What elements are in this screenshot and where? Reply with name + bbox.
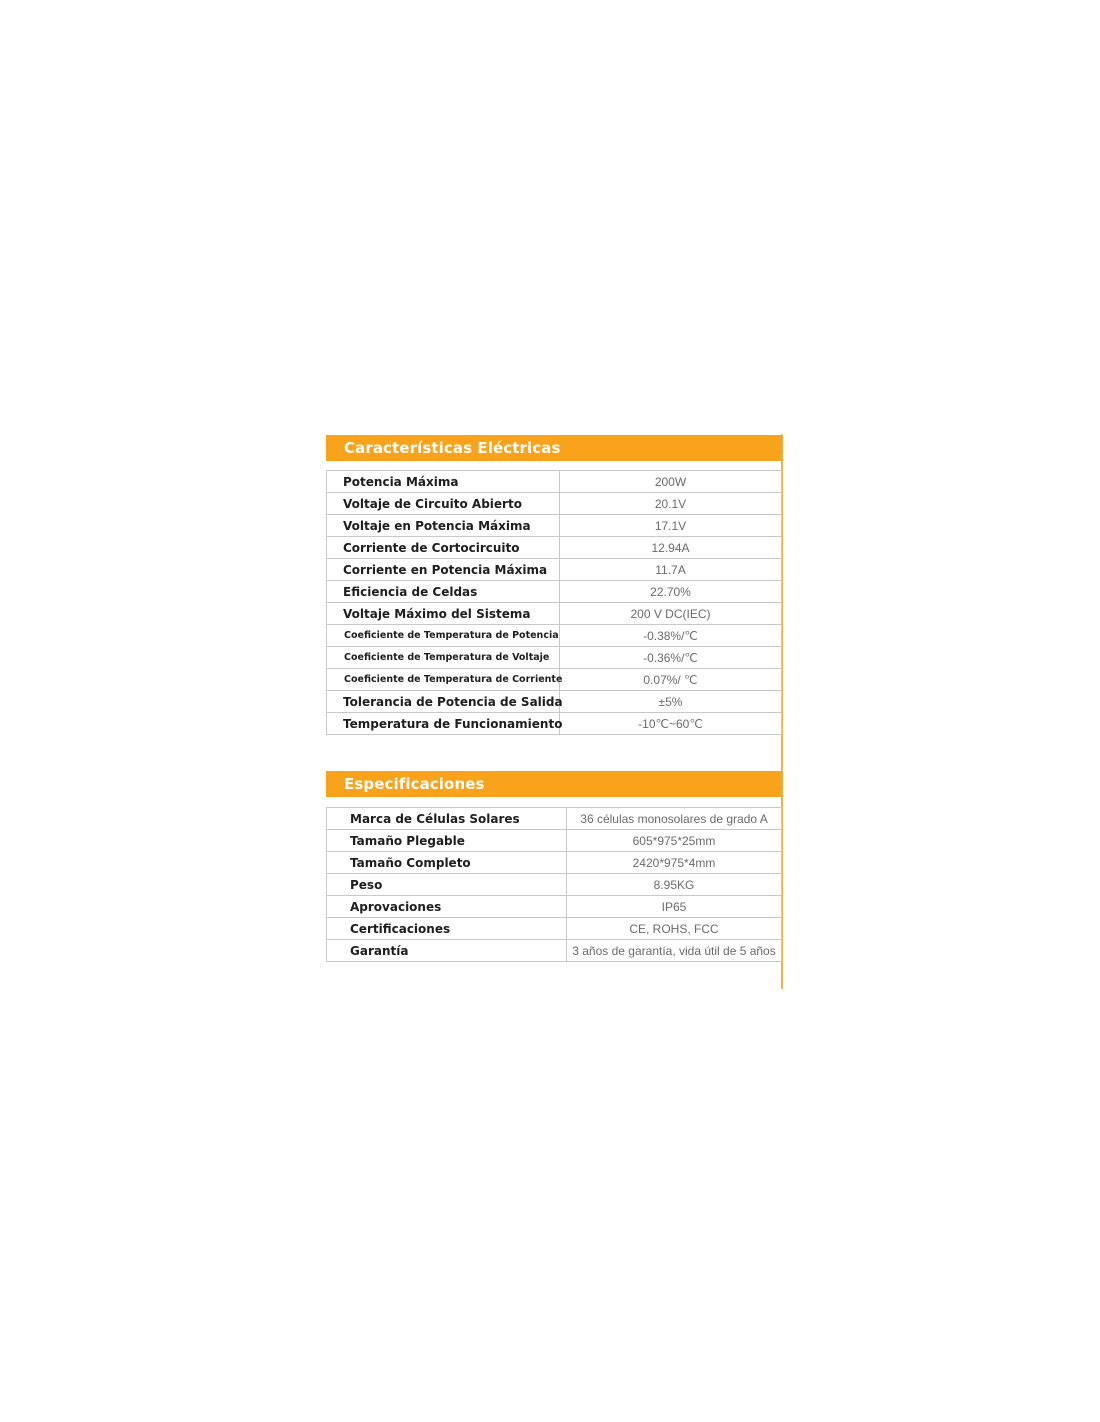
row-label: Voltaje Máximo del Sistema xyxy=(327,603,560,625)
row-label: Coeficiente de Temperatura de Potencia xyxy=(327,625,560,647)
table-row xyxy=(327,647,782,669)
electrical-section xyxy=(326,435,782,735)
row-label: Coeficiente de Temperatura de Voltaje xyxy=(327,647,560,669)
table-row xyxy=(327,581,782,603)
row-value: 11.7A xyxy=(560,559,782,581)
row-label: Coeficiente de Temperatura de Corriente xyxy=(327,669,560,691)
specs-title: Especificaciones xyxy=(326,771,782,797)
row-value: 22.70% xyxy=(560,581,782,603)
row-label: Voltaje de Circuito Abierto xyxy=(327,493,560,515)
table-row xyxy=(327,874,782,896)
specs-section xyxy=(326,771,782,962)
row-value: 12.94A xyxy=(560,537,782,559)
table-row xyxy=(327,940,782,962)
row-label: Potencia Máxima xyxy=(327,471,560,493)
table-row xyxy=(327,537,782,559)
table-row xyxy=(327,515,782,537)
electrical-title: Características Eléctricas xyxy=(326,435,782,461)
row-value: 17.1V xyxy=(560,515,782,537)
table-row xyxy=(327,559,782,581)
row-label: Temperatura de Funcionamiento xyxy=(327,713,560,735)
table-row xyxy=(327,691,782,713)
table-row xyxy=(327,852,782,874)
row-value: 200W xyxy=(560,471,782,493)
row-label: Eficiencia de Celdas xyxy=(327,581,560,603)
row-label: Tolerancia de Potencia de Salida xyxy=(327,691,560,713)
row-label: Peso xyxy=(327,874,567,896)
table-row xyxy=(327,896,782,918)
row-value: -10℃~60℃ xyxy=(560,713,782,735)
row-value: IP65 xyxy=(567,896,782,918)
table-row xyxy=(327,493,782,515)
table-row xyxy=(327,713,782,735)
row-value: 8.95KG xyxy=(567,874,782,896)
row-label: Garantía xyxy=(327,940,567,962)
row-label: Aprovaciones xyxy=(327,896,567,918)
row-value: CE, ROHS, FCC xyxy=(567,918,782,940)
table-row xyxy=(327,669,782,691)
row-label: Tamaño Completo xyxy=(327,852,567,874)
row-label: Corriente en Potencia Máxima xyxy=(327,559,560,581)
row-value: -0.38%/℃ xyxy=(560,625,782,647)
table-row xyxy=(327,603,782,625)
table-row xyxy=(327,625,782,647)
row-label: Certificaciones xyxy=(327,918,567,940)
row-label: Corriente de Cortocircuito xyxy=(327,537,560,559)
table-row xyxy=(327,918,782,940)
row-value: 20.1V xyxy=(560,493,782,515)
table-row xyxy=(327,808,782,830)
row-value: 0.07%/ ℃ xyxy=(560,669,782,691)
table-row xyxy=(327,471,782,493)
electrical-table xyxy=(326,470,782,735)
row-value: 605*975*25mm xyxy=(567,830,782,852)
row-value: 3 años de garantía, vida útil de 5 años xyxy=(567,940,782,962)
row-value: -0.36%/℃ xyxy=(560,647,782,669)
row-value: ±5% xyxy=(560,691,782,713)
table-row xyxy=(327,830,782,852)
row-value: 2420*975*4mm xyxy=(567,852,782,874)
row-value: 36 células monosolares de grado A xyxy=(567,808,782,830)
specs-table xyxy=(326,807,782,962)
row-value: 200 V DC(IEC) xyxy=(560,603,782,625)
row-label: Voltaje en Potencia Máxima xyxy=(327,515,560,537)
row-label: Marca de Células Solares xyxy=(327,808,567,830)
row-label: Tamaño Plegable xyxy=(327,830,567,852)
